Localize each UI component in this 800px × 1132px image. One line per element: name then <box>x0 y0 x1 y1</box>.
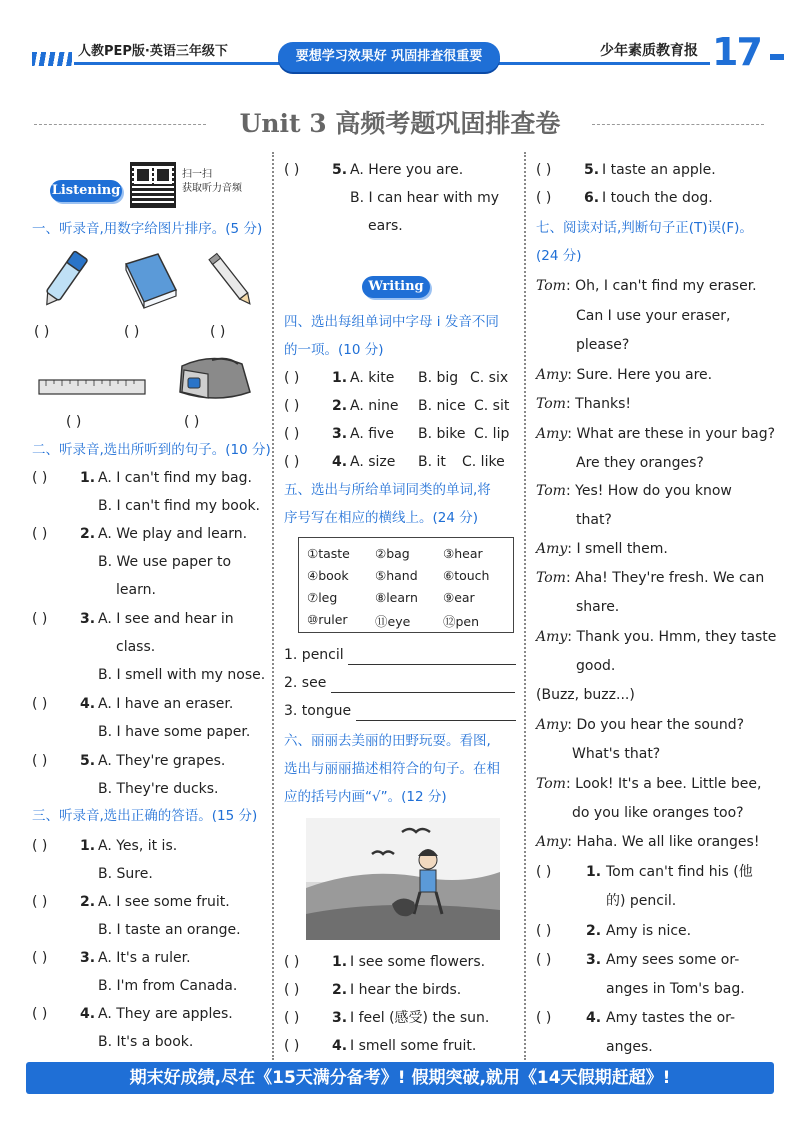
page-title: Unit 3 高频考题巩固排查卷 <box>239 109 561 138</box>
s3-bracket-5[interactable]: ( ) <box>284 162 300 178</box>
page-number-dash <box>770 54 784 60</box>
dialogue-5-cont: that? <box>576 512 612 528</box>
s4-bracket-2[interactable]: ( ) <box>284 398 300 414</box>
s3-3-a: A. It's a ruler. <box>98 950 191 966</box>
s7-bracket-4[interactable]: ( ) <box>536 1010 552 1026</box>
s4-1-b: B. big <box>418 370 459 386</box>
bracket-3[interactable]: ( ) <box>210 324 226 340</box>
s3-3-b: B. I'm from Canada. <box>98 978 238 994</box>
s3-num-4: 4. <box>80 1006 96 1022</box>
s2-1-a: A. I can't find my bag. <box>98 470 252 486</box>
s3-1-a: A. Yes, it is. <box>98 838 178 854</box>
edition-label: 人教PEP版·英语三年级下 <box>78 44 228 59</box>
word-2: ②bag <box>375 546 410 561</box>
speaker-amy: Amy <box>536 426 568 442</box>
speaker-tom: Tom <box>536 570 566 586</box>
s2-num-2: 2. <box>80 526 96 542</box>
s4-bracket-1[interactable]: ( ) <box>284 370 300 386</box>
pencil-picture <box>204 248 260 314</box>
s2-num-1: 1. <box>80 470 96 486</box>
word-3: ③hear <box>443 546 483 561</box>
s4-bracket-4[interactable]: ( ) <box>284 454 300 470</box>
s5-item-2-label: 2. see <box>284 675 327 691</box>
header-stripes <box>32 52 72 66</box>
s6-2-text: I hear the birds. <box>350 982 462 998</box>
section-5-title-2: 序号写在相应的横线上。(24 分) <box>284 510 479 526</box>
s4-num-3: 3. <box>332 426 348 442</box>
header-rule-right <box>498 62 710 65</box>
column-divider-2 <box>524 152 526 1060</box>
s4-4-b: B. it <box>418 454 446 470</box>
dialogue-7-cont: share. <box>576 599 620 615</box>
s5-answer-1[interactable] <box>348 651 516 665</box>
speaker-tom: Tom <box>536 278 566 294</box>
s6-bracket-2[interactable]: ( ) <box>284 982 300 998</box>
s4-2-c: C. sit <box>474 398 510 414</box>
s2-4-b: B. I have some paper. <box>98 724 251 740</box>
s7-1-text: Tom can't find his (他 <box>606 864 753 880</box>
s4-num-4: 4. <box>332 454 348 470</box>
s3-bracket-1[interactable]: ( ) <box>32 838 48 854</box>
s4-4-c: C. like <box>462 454 505 470</box>
s6-num-6: 6. <box>584 190 600 206</box>
s6-num-5: 5. <box>584 162 600 178</box>
s4-2-b: B. nice <box>418 398 466 414</box>
s2-3-a-cont: class. <box>116 639 156 655</box>
dialogue-3-text: : Thanks! <box>565 396 632 412</box>
word-5: ⑤hand <box>375 568 418 583</box>
section-4-title-2: 的一项。(10 分) <box>284 342 384 358</box>
s5-item-1 <box>284 645 516 665</box>
s3-5-b-cont: ears. <box>368 218 403 234</box>
column-divider-1 <box>272 152 274 1060</box>
dialogue-2-text: : Sure. Here you are. <box>567 367 713 383</box>
s3-num-1: 1. <box>80 838 96 854</box>
footer-banner: 期末好成绩,尽在《15天满分备考》! 假期突破,就用《14天假期赶超》! <box>26 1062 774 1094</box>
s4-bracket-3[interactable]: ( ) <box>284 426 300 442</box>
section-6-title-2: 选出与丽丽描述相符合的句子。在相 <box>284 761 500 777</box>
s7-4-text: Amy tastes the or- <box>606 1010 736 1026</box>
s3-4-a: A. They are apples. <box>98 1006 233 1022</box>
s2-bracket-2[interactable]: ( ) <box>32 526 48 542</box>
dialogue-line-9: (Buzz, buzz...) <box>536 687 635 703</box>
marker-picture <box>34 248 94 312</box>
speaker-amy: Amy <box>536 834 568 850</box>
dialogue-7-text: : Aha! They're fresh. We can <box>565 570 765 586</box>
s7-num-4: 4. <box>586 1010 602 1026</box>
s4-num-2: 2. <box>332 398 348 414</box>
s3-num-5: 5. <box>332 162 348 178</box>
s7-num-1: 1. <box>586 864 602 880</box>
s5-item-2 <box>284 673 515 693</box>
s2-2-a: A. We play and learn. <box>98 526 248 542</box>
s2-bracket-3[interactable]: ( ) <box>32 611 48 627</box>
listening-badge <box>50 180 122 202</box>
section-1-title: 一、听录音,用数字给图片排序。(5 分) <box>32 221 263 237</box>
word-12: ⑫pen <box>443 614 480 629</box>
dialogue-8-cont: good. <box>576 658 616 674</box>
s5-item-1-label: 1. pencil <box>284 647 344 663</box>
s6-bracket-6[interactable]: ( ) <box>536 190 552 206</box>
s3-num-2: 2. <box>80 894 96 910</box>
s7-bracket-1[interactable]: ( ) <box>536 864 552 880</box>
qr-caption-1: 扫一扫 <box>182 169 212 180</box>
speaker-tom: Tom <box>536 396 566 412</box>
schoolbag-picture <box>172 352 256 404</box>
s2-2-b: B. We use paper to <box>98 554 232 570</box>
dialogue-line-4 <box>536 424 775 444</box>
s3-5-a: A. Here you are. <box>350 162 464 178</box>
s2-num-3: 3. <box>80 611 96 627</box>
s4-3-c: C. lip <box>474 426 510 442</box>
bracket-2[interactable]: ( ) <box>124 324 140 340</box>
speaker-tom: Tom <box>536 483 566 499</box>
dialogue-line-6 <box>536 539 668 559</box>
s3-1-b: B. Sure. <box>98 866 153 882</box>
s2-bracket-1[interactable]: ( ) <box>32 470 48 486</box>
writing-badge-label: Writing <box>368 279 424 294</box>
s3-num-3: 3. <box>80 950 96 966</box>
s6-4-text: I smell some fruit. <box>350 1038 477 1054</box>
section-7-title-2: (24 分) <box>536 248 582 264</box>
word-6: ⑥touch <box>443 568 490 583</box>
s4-3-b: B. bike <box>418 426 466 442</box>
word-8: ⑧learn <box>375 590 418 605</box>
dialogue-1-cont2: please? <box>576 337 630 353</box>
s2-3-a: A. I see and hear in <box>98 611 234 627</box>
dialogue-line-7 <box>536 568 764 588</box>
s2-5-a: A. They're grapes. <box>98 753 226 769</box>
dialogue-line-2 <box>536 365 712 385</box>
slogan-pill: 要想学习效果好 巩固排查很重要 <box>278 42 500 72</box>
s6-5-text: I taste an apple. <box>602 162 716 178</box>
field-scene-picture <box>306 818 500 940</box>
listening-badge-label: Listening <box>51 183 121 198</box>
word-11: ⑪eye <box>375 614 411 629</box>
s3-4-b: B. It's a book. <box>98 1034 194 1050</box>
bracket-1[interactable]: ( ) <box>34 324 50 340</box>
dialogue-line-5 <box>536 481 732 501</box>
s6-num-2: 2. <box>332 982 348 998</box>
section-3-title: 三、听录音,选出正确的答语。(15 分) <box>32 808 258 824</box>
dialogue-10-text: : Do you hear the sound? <box>567 717 745 733</box>
qr-caption-2: 获取听力音频 <box>182 183 242 194</box>
s2-bracket-5[interactable]: ( ) <box>32 753 48 769</box>
s5-answer-3[interactable] <box>356 707 516 721</box>
speaker-amy: Amy <box>536 367 568 383</box>
s3-2-a: A. I see some fruit. <box>98 894 230 910</box>
s6-3-text: I feel (感受) the sun. <box>350 1010 490 1026</box>
s5-item-3 <box>284 701 516 721</box>
s2-3-b: B. I smell with my nose. <box>98 667 266 683</box>
speaker-amy: Amy <box>536 541 568 557</box>
s6-bracket-1[interactable]: ( ) <box>284 954 300 970</box>
section-6-title-1: 六、丽丽去美丽的田野玩耍。看图, <box>284 733 491 749</box>
book-picture <box>118 250 182 312</box>
word-1: ①taste <box>307 546 350 561</box>
word-4: ④book <box>307 568 349 583</box>
s2-num-4: 4. <box>80 696 96 712</box>
page-header <box>0 0 800 78</box>
s6-bracket-4[interactable]: ( ) <box>284 1038 300 1054</box>
dialogue-4-text: : What are these in your bag? <box>567 426 776 442</box>
section-2-title: 二、听录音,选出所听到的句子。(10 分) <box>32 442 271 458</box>
s3-bracket-3[interactable]: ( ) <box>32 950 48 966</box>
s6-num-3: 3. <box>332 1010 348 1026</box>
header-rule-left <box>74 62 279 65</box>
s4-1-c: C. six <box>470 370 509 386</box>
s6-bracket-5[interactable]: ( ) <box>536 162 552 178</box>
s3-bracket-4[interactable]: ( ) <box>32 1006 48 1022</box>
speaker-tom: Tom <box>536 776 566 792</box>
s2-5-b: B. They're ducks. <box>98 781 219 797</box>
word-10: ⑩ruler <box>307 612 348 627</box>
s7-4-cont: anges. <box>606 1039 653 1055</box>
s5-item-3-label: 3. tongue <box>284 703 352 719</box>
s6-num-4: 4. <box>332 1038 348 1054</box>
s4-1-a: A. kite <box>350 370 395 386</box>
dialogue-11-cont: do you like oranges too? <box>572 805 744 821</box>
dialogue-1-cont: Can I use your eraser, <box>576 308 731 324</box>
s7-3-text: Amy sees some or- <box>606 952 740 968</box>
dialogue-6-text: : I smell them. <box>567 541 668 557</box>
newspaper-name: 少年素质教育报 <box>600 43 698 59</box>
s3-bracket-2[interactable]: ( ) <box>32 894 48 910</box>
s2-4-a: A. I have an eraser. <box>98 696 234 712</box>
s3-2-b: B. I taste an orange. <box>98 922 241 938</box>
qr-code[interactable] <box>130 162 176 208</box>
bracket-5[interactable]: ( ) <box>184 414 200 430</box>
ruler-picture <box>38 378 146 396</box>
s4-num-1: 1. <box>332 370 348 386</box>
writing-badge <box>362 276 430 298</box>
s7-num-2: 2. <box>586 923 602 939</box>
dialogue-1-text: : Oh, I can't find my eraser. <box>565 278 757 294</box>
dialogue-line-10 <box>536 715 744 735</box>
dialogue-line-8 <box>536 627 776 647</box>
section-6-title-3: 应的括号内画“√”。(12 分) <box>284 789 447 805</box>
qr-caption <box>182 168 242 196</box>
speaker-amy: Amy <box>536 717 568 733</box>
dialogue-line-11 <box>536 774 761 794</box>
s7-bracket-3[interactable]: ( ) <box>536 952 552 968</box>
s7-1-cont: 的) pencil. <box>606 893 677 909</box>
s4-2-a: A. nine <box>350 398 399 414</box>
word-9: ⑨ear <box>443 590 475 605</box>
speaker-amy: Amy <box>536 629 568 645</box>
dialogue-12-text: : Haha. We all like oranges! <box>567 834 760 850</box>
s4-3-a: A. five <box>350 426 394 442</box>
s2-num-5: 5. <box>80 753 96 769</box>
dialogue-10-cont: What's that? <box>572 746 661 762</box>
s6-6-text: I touch the dog. <box>602 190 713 206</box>
s7-num-3: 3. <box>586 952 602 968</box>
section-4-title-1: 四、选出每组单词中字母 i 发音不同 <box>284 314 499 330</box>
bracket-4[interactable]: ( ) <box>66 414 82 430</box>
s6-bracket-3[interactable]: ( ) <box>284 1010 300 1026</box>
s7-bracket-2[interactable]: ( ) <box>536 923 552 939</box>
s7-3-cont: anges in Tom's bag. <box>606 981 745 997</box>
s2-2-b-cont: learn. <box>116 582 156 598</box>
dialogue-4-cont: Are they oranges? <box>576 455 704 471</box>
s4-4-a: A. size <box>350 454 396 470</box>
word-7: ⑦leg <box>307 590 338 605</box>
s2-bracket-4[interactable]: ( ) <box>32 696 48 712</box>
s3-5-b: B. I can hear with my <box>350 190 500 206</box>
dialogue-11-text: : Look! It's a bee. Little bee, <box>565 776 762 792</box>
s6-1-text: I see some flowers. <box>350 954 486 970</box>
page-number: 17 <box>712 30 761 74</box>
s7-2-text: Amy is nice. <box>606 923 692 939</box>
dialogue-5-text: : Yes! How do you know <box>565 483 732 499</box>
dialogue-line-3 <box>536 394 631 414</box>
section-7-title-1: 七、阅读对话,判断句子正(T)误(F)。 <box>536 220 753 236</box>
section-5-title-1: 五、选出与所给单词同类的单词,将 <box>284 482 491 498</box>
s5-answer-2[interactable] <box>331 679 515 693</box>
dialogue-8-text: : Thank you. Hmm, they taste <box>567 629 777 645</box>
dialogue-line-1 <box>536 276 757 296</box>
word-bank-box <box>298 537 514 633</box>
dialogue-line-12 <box>536 832 759 852</box>
s6-num-1: 1. <box>332 954 348 970</box>
s2-1-b: B. I can't find my book. <box>98 498 260 514</box>
